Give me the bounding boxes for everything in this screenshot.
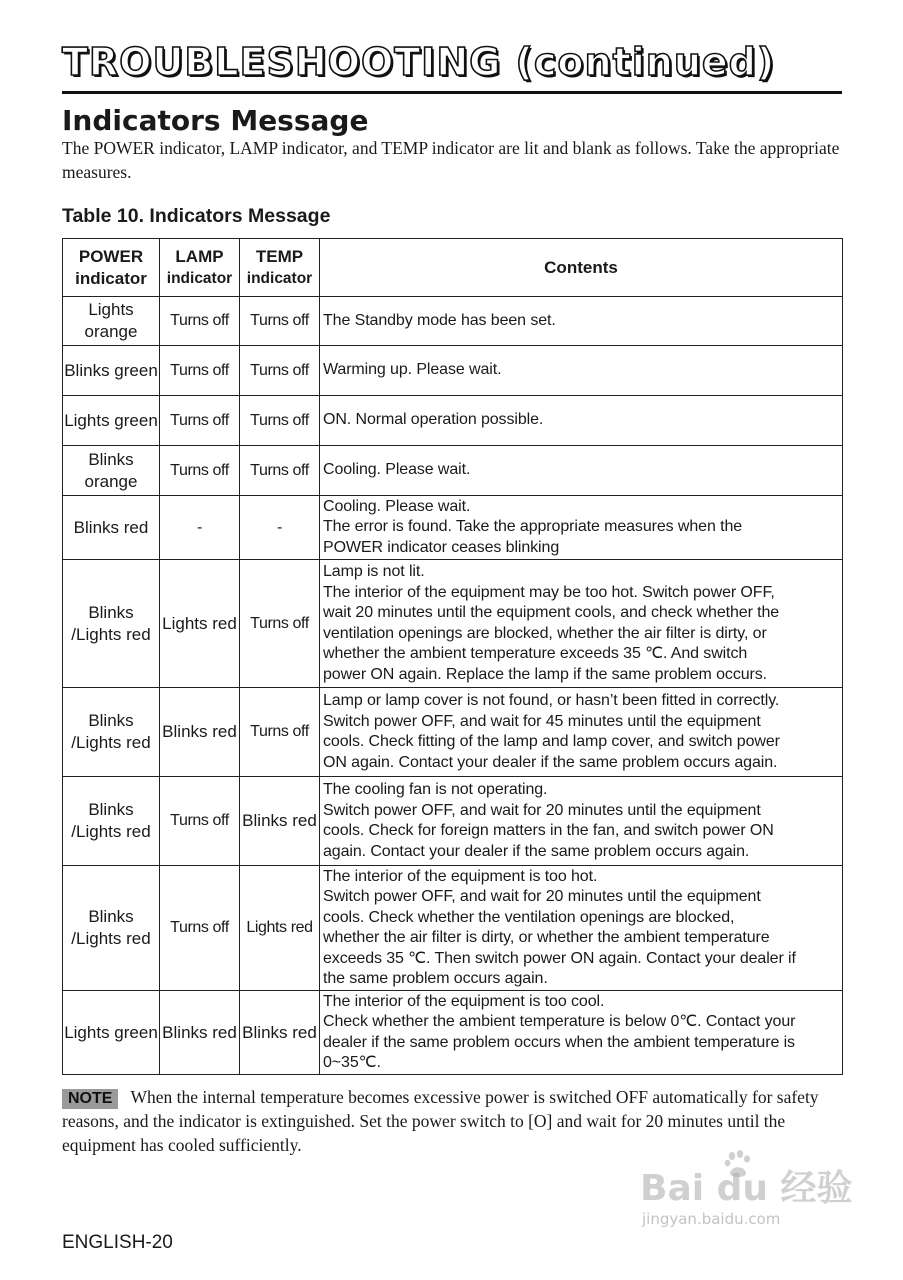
watermark-brand: Bai du 经验 bbox=[640, 1168, 853, 1209]
header-lamp bbox=[160, 239, 240, 297]
table-row bbox=[63, 496, 843, 560]
temp-cell: Turns off bbox=[240, 560, 320, 688]
power-cell: Blinks /Lights red bbox=[63, 560, 160, 688]
header-lamp-top: LAMP bbox=[175, 246, 224, 266]
note-badge: NOTE bbox=[62, 1089, 118, 1109]
temp-cell: Turns off bbox=[240, 346, 320, 396]
contents-cell: The interior of the equipment is too cool. Check whether the ambient temperature is below 0℃. Contact your dealer if the same problem occurs when the ambient temperature is 0~35℃. bbox=[320, 991, 843, 1075]
note-text: When the internal temperature becomes excessive power is switched OFF automatically for safety reasons, and the indicator is extinguished. Set the power switch to [O] and wait for 20 minutes until the equipment has cooled sufficiently. bbox=[62, 1087, 819, 1155]
page-title: TROUBLESHOOTING (continued) bbox=[62, 40, 776, 84]
lamp-cell: Blinks red bbox=[160, 991, 240, 1075]
header-power bbox=[63, 239, 160, 297]
indicators-table bbox=[62, 238, 843, 1075]
page-number: ENGLISH-20 bbox=[62, 1232, 173, 1253]
temp-cell: Lights red bbox=[240, 866, 320, 991]
table-row bbox=[63, 560, 843, 688]
table-row bbox=[63, 777, 843, 866]
table-row bbox=[63, 446, 843, 496]
table-row bbox=[63, 297, 843, 346]
title-underline bbox=[62, 91, 842, 94]
lamp-cell: Turns off bbox=[160, 297, 240, 346]
temp-cell: Turns off bbox=[240, 688, 320, 777]
contents-cell: Cooling. Please wait. The error is found. Take the appropriate measures when the POWER indicator ceases blinking bbox=[320, 496, 843, 560]
header-power-top: POWER bbox=[78, 246, 144, 266]
table-header-row bbox=[63, 239, 843, 297]
header-power-bottom: indicator bbox=[75, 268, 147, 288]
contents-cell: ON. Normal operation possible. bbox=[320, 396, 843, 446]
table-row bbox=[63, 688, 843, 777]
contents-cell: The Standby mode has been set. bbox=[320, 297, 843, 346]
table-caption: Table 10. Indicators Message bbox=[62, 205, 331, 227]
power-cell: Blinks red bbox=[63, 496, 160, 560]
power-cell: Lights green bbox=[63, 991, 160, 1075]
temp-cell: - bbox=[240, 496, 320, 560]
watermark-url: jingyan.baidu.com bbox=[642, 1210, 781, 1228]
lamp-cell: Lights red bbox=[160, 560, 240, 688]
table-row bbox=[63, 866, 843, 991]
header-contents: Contents bbox=[320, 239, 843, 297]
header-temp-top: TEMP bbox=[255, 246, 304, 266]
power-cell: Lights green bbox=[63, 396, 160, 446]
power-cell: Blinks green bbox=[63, 346, 160, 396]
power-cell: Blinks /Lights red bbox=[63, 777, 160, 866]
note-paragraph bbox=[62, 1085, 842, 1157]
table-row bbox=[63, 396, 843, 446]
lamp-cell: Turns off bbox=[160, 396, 240, 446]
contents-cell: Warming up. Please wait. bbox=[320, 346, 843, 396]
temp-cell: Turns off bbox=[240, 446, 320, 496]
contents-cell: Cooling. Please wait. bbox=[320, 446, 843, 496]
power-cell: Blinks orange bbox=[63, 446, 160, 496]
temp-cell: Turns off bbox=[240, 297, 320, 346]
contents-cell: Lamp is not lit. The interior of the equipment may be too hot. Switch power OFF, wait 20 minutes until the equipment cools, and check whether the ventilation openings are blocked, whether the air filter is dirty, or whether the ambient temperature exceeds 35 ℃. And switch power ON again. Replace the lamp if the same problem occurs. bbox=[320, 560, 843, 688]
contents-cell: Lamp or lamp cover is not found, or hasn’t been fitted in correctly. Switch power OFF, and wait for 45 minutes until the equipment cools. Check fitting of the lamp and lamp cover, and switch power ON again. Contact your dealer if the same problem occurs again. bbox=[320, 688, 843, 777]
lamp-cell: - bbox=[160, 496, 240, 560]
lamp-cell: Turns off bbox=[160, 866, 240, 991]
header-temp bbox=[240, 239, 320, 297]
header-lamp-bottom: indicator bbox=[166, 269, 233, 287]
power-cell: Lights orange bbox=[63, 297, 160, 346]
contents-cell: The cooling fan is not operating. Switch power OFF, and wait for 20 minutes until the equipment cools. Check for foreign matters in the fan, and switch power ON again. Contact your dealer if the same problem occurs again. bbox=[320, 777, 843, 866]
table-row bbox=[63, 991, 843, 1075]
temp-cell: Blinks red bbox=[240, 777, 320, 866]
section-heading: Indicators Message bbox=[62, 104, 369, 137]
table-row bbox=[63, 346, 843, 396]
lamp-cell: Turns off bbox=[160, 446, 240, 496]
lamp-cell: Turns off bbox=[160, 777, 240, 866]
power-cell: Blinks /Lights red bbox=[63, 688, 160, 777]
baidu-watermark bbox=[640, 1150, 853, 1240]
contents-cell: The interior of the equipment is too hot. Switch power OFF, and wait for 20 minutes until the equipment cools. Check whether the ventilation openings are blocked, whether the air filter is dirty, or whether the ambient temperature exceeds 35 ℃. Then switch power ON again. Contact your dealer if the same problem occurs again. bbox=[320, 866, 843, 991]
power-cell: Blinks /Lights red bbox=[63, 866, 160, 991]
header-temp-bottom: indicator bbox=[246, 269, 313, 287]
temp-cell: Turns off bbox=[240, 396, 320, 446]
section-intro: The POWER indicator, LAMP indicator, and TEMP indicator are lit and blank as follows. Take the appropriate measures. bbox=[62, 138, 840, 182]
temp-cell: Blinks red bbox=[240, 991, 320, 1075]
lamp-cell: Turns off bbox=[160, 346, 240, 396]
lamp-cell: Blinks red bbox=[160, 688, 240, 777]
